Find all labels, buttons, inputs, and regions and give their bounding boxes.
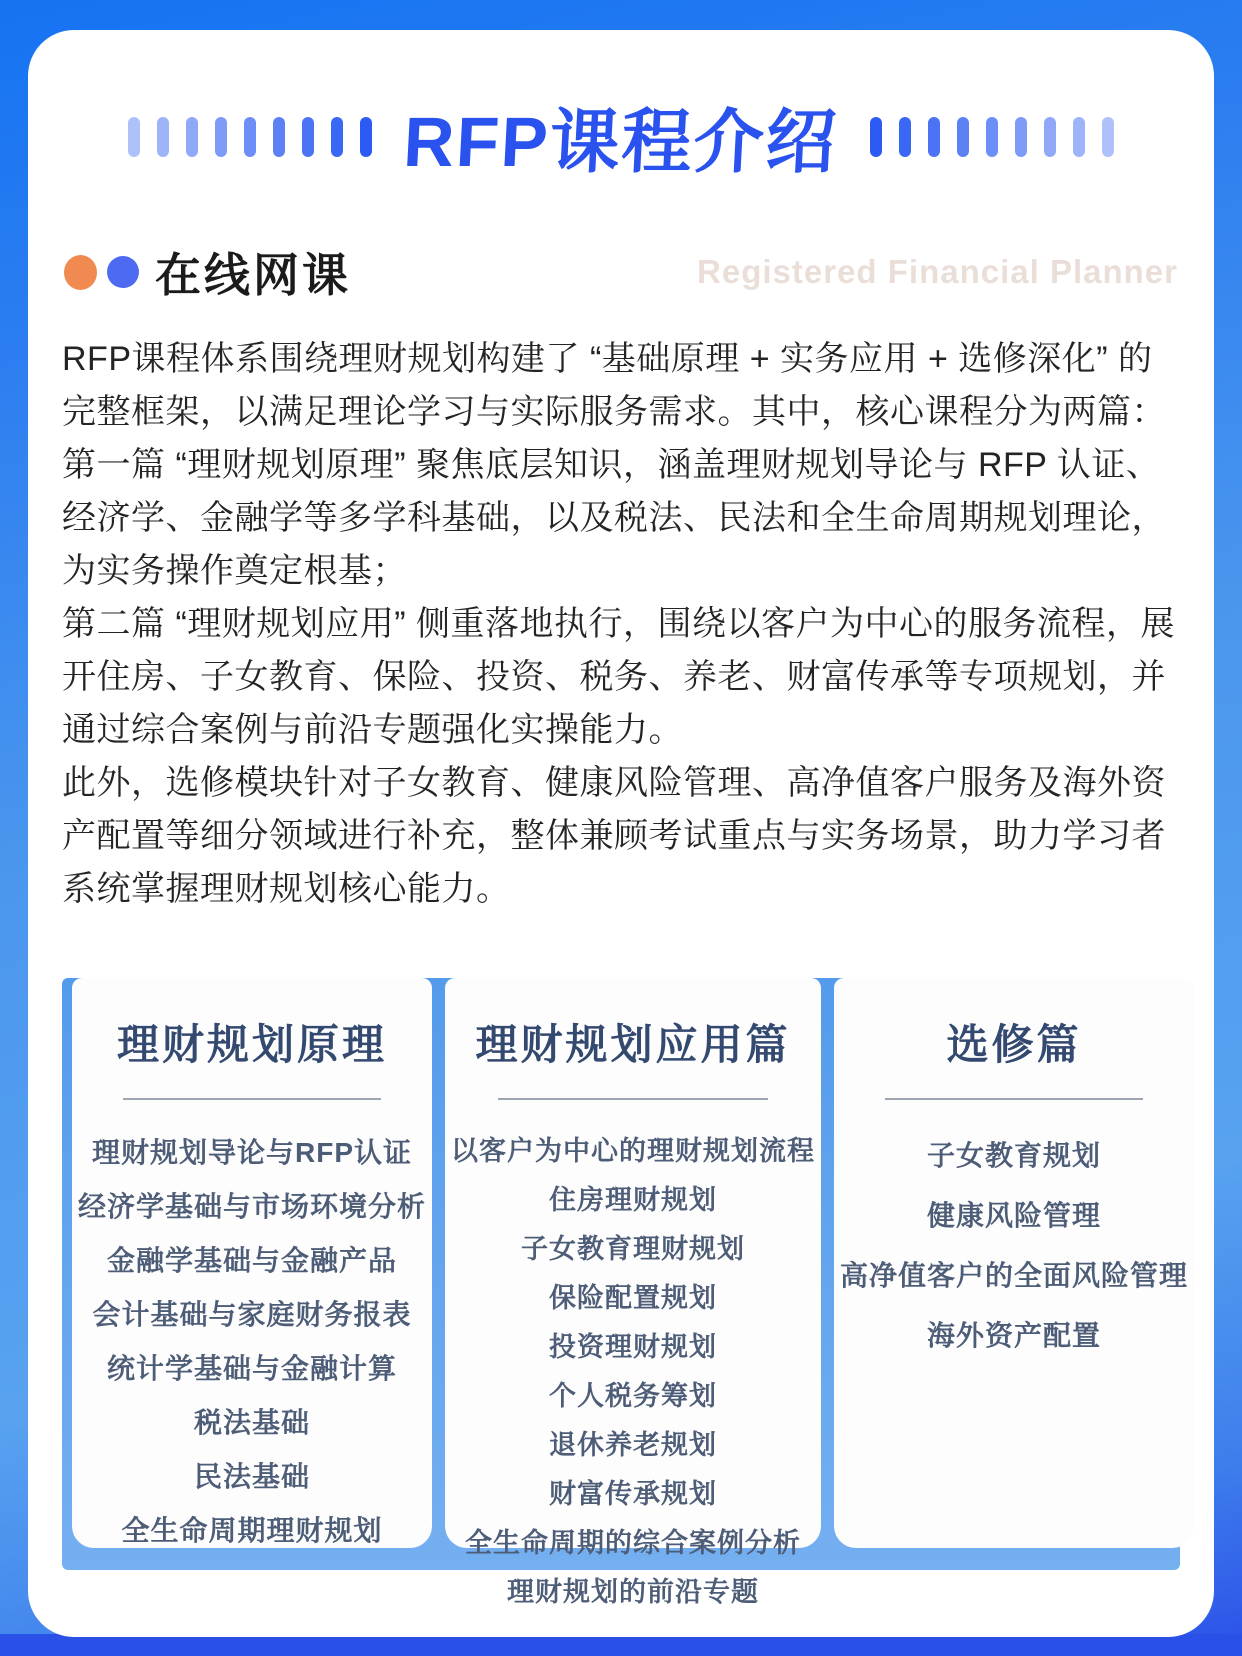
course-item: 保险配置规划 [549,1283,718,1313]
section-heading-row [62,239,1180,305]
dash-pill-icon [360,117,372,157]
course-item: 民法基础 [194,1461,311,1492]
course-item: 健康风险管理 [927,1200,1102,1231]
course-item: 会计基础与家庭财务报表 [92,1299,412,1330]
course-item: 海外资产配置 [927,1320,1102,1351]
course-column-application [445,978,821,1607]
course-item: 高净值客户的全面风险管理 [840,1260,1189,1291]
column-divider [498,1098,767,1100]
column-title: 理财规划原理 [117,1021,388,1068]
column-divider [885,1098,1143,1100]
course-item: 财富传承规划 [549,1479,718,1509]
dash-pill-icon [302,117,314,157]
course-item: 理财规划导论与RFP认证 [92,1137,413,1168]
course-item-list [451,1124,815,1614]
course-column-principles [72,978,432,1548]
dash-pill-icon [128,117,140,157]
title-decoration-left [128,117,372,157]
page-title: RFP课程介绍 [401,103,840,181]
course-item: 理财规划的前沿专题 [507,1577,760,1607]
dash-pill-icon [957,117,969,157]
course-item: 退休养老规划 [549,1430,718,1460]
course-item: 个人税务筹划 [549,1381,718,1411]
column-title: 选修篇 [946,1021,1082,1068]
course-item: 子女教育规划 [927,1140,1102,1171]
course-item: 税法基础 [194,1407,311,1438]
footer-bar [0,1634,1242,1656]
dash-pill-icon [331,117,343,157]
dash-pill-icon [1015,117,1027,157]
column-divider [123,1098,381,1100]
blue-dot-icon [107,256,139,288]
course-column-elective [834,978,1194,1548]
content-card [28,30,1214,1637]
course-item: 经济学基础与市场环境分析 [78,1191,427,1222]
course-item: 住房理财规划 [549,1185,718,1215]
dash-pill-icon [273,117,285,157]
orange-dot-icon [64,255,97,290]
dash-pill-icon [186,117,198,157]
intro-line: 第二篇 “理财规划应用” 侧重落地执行，围绕以客户为中心的服务流程，展开住房、子女教育、保险、投资、税务、养老、财富传承等专项规划，并通过综合案例与前沿专题强化实操能力。 [62,605,1176,749]
dash-pill-icon [244,117,256,157]
title-decoration-right [870,117,1114,157]
intro-paragraph [62,333,1180,916]
dash-pill-icon [1044,117,1056,157]
course-item: 金融学基础与金融产品 [107,1245,398,1276]
course-item: 全生命周期的综合案例分析 [465,1528,802,1558]
intro-line: 第一篇 “理财规划原理” 聚焦底层知识，涵盖理财规划导论与 RFP 认证、经济学、金融学等多学科基础，以及税法、民法和全生命周期规划理论，为实务操作奠定根基； [62,446,1166,590]
intro-line: 此外，选修模块针对子女教育、健康风险管理、高净值客户服务及海外资产配置等细分领域进行补充，整体兼顾考试重点与实务场景，助力学习者系统掌握理财规划核心能力。 [62,764,1166,908]
section-heading: 在线网课 [155,249,351,301]
title-banner [62,86,1180,187]
dash-pill-icon [899,117,911,157]
course-item-list [78,1124,426,1556]
course-item: 全生命周期理财规划 [121,1515,383,1546]
dash-pill-icon [986,117,998,157]
dash-pill-icon [1073,117,1085,157]
column-title: 理财规划应用篇 [475,1021,791,1068]
course-item: 以客户为中心的理财规划流程 [451,1136,816,1166]
course-item: 子女教育理财规划 [521,1234,746,1264]
watermark-text: Registered Financial Planner [697,253,1178,290]
course-item: 投资理财规划 [549,1332,718,1362]
dash-pill-icon [157,117,169,157]
intro-line: RFP课程体系围绕理财规划构建了 “基础原理 + 实务应用 + 选修深化” 的完整框架，以满足理论学习与实际服务需求。其中，核心课程分为两篇： [62,340,1166,431]
dash-pill-icon [870,117,882,157]
dash-pill-icon [928,117,940,157]
course-item: 统计学基础与金融计算 [107,1353,398,1384]
dash-pill-icon [215,117,227,157]
courses-panel [62,978,1189,1607]
dash-pill-icon [1102,117,1114,157]
course-item-list [840,1124,1188,1364]
